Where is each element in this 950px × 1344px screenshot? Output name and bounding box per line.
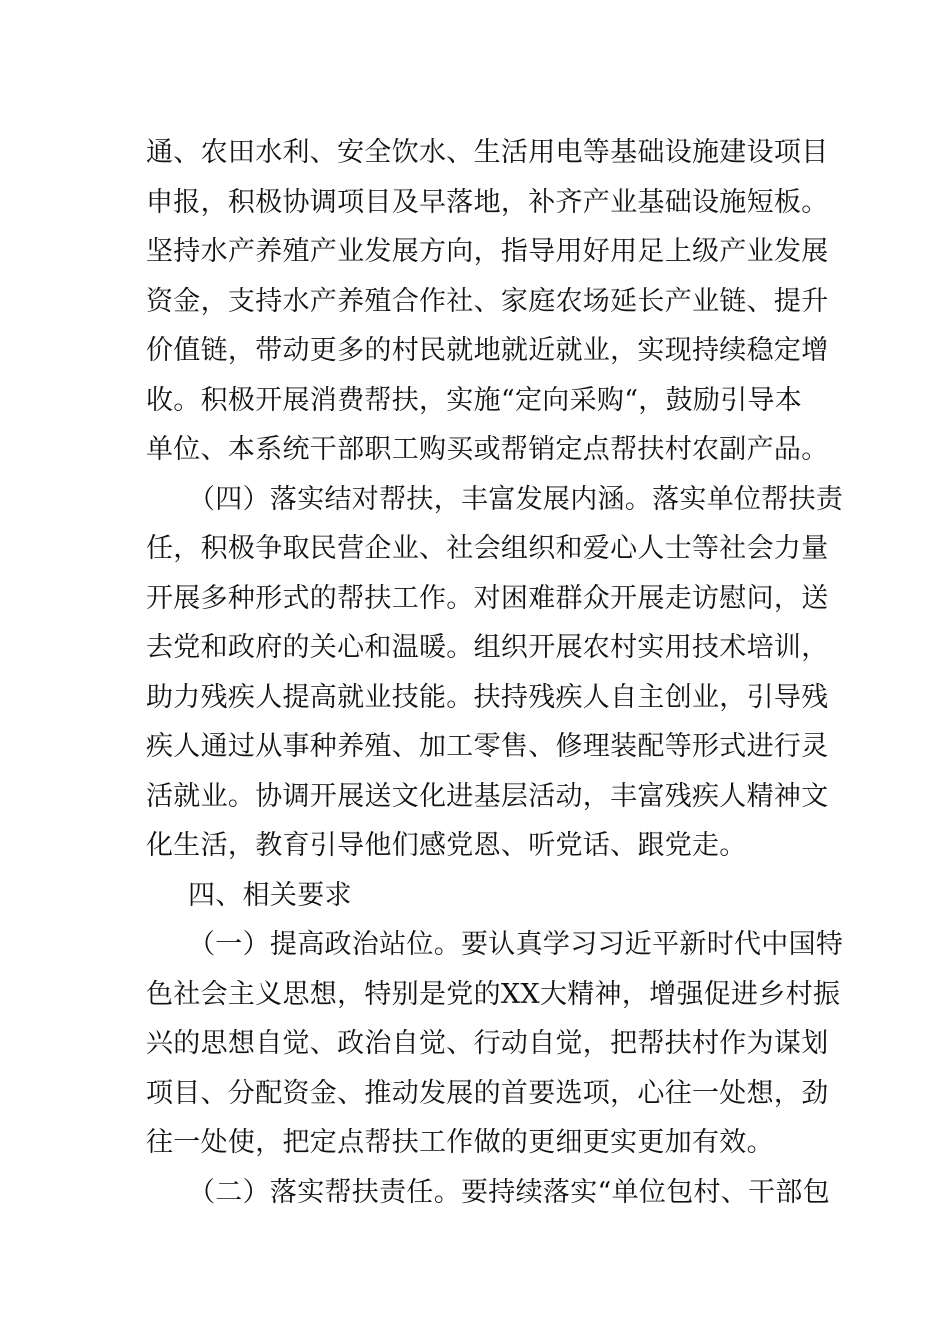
text-line: 收。积极开展消费帮扶，实施“定向采购“，鼓励引导本 xyxy=(146,384,803,416)
text-line: 通、农田水利、安全饮水、生活用电等基础设施建设项目 xyxy=(146,137,829,168)
text-line: 疾人通过从事种养殖、加工零售、修理装配等形式进行灵 xyxy=(146,731,829,762)
text-line: （一）提高政治站位。要认真学习习近平新时代中国特 xyxy=(188,929,844,960)
text-line: 活就业。协调开展送文化进基层活动，丰富残疾人精神文 xyxy=(146,780,829,812)
text-line: 色社会主义思想，特别是党的XX大精神，增强促进乡村振 xyxy=(146,978,841,1010)
text-line: 兴的思想自觉、政治自觉、行动自觉，把帮扶村作为谋划 xyxy=(146,1028,829,1059)
text-line: （四）落实结对帮扶，丰富发展内涵。落实单位帮扶责 xyxy=(188,483,844,515)
text-line: 开展多种形式的帮扶工作。对困难群众开展走访慰问，送 xyxy=(146,582,829,614)
text-line: 价值链，带动更多的村民就地就近就业，实现持续稳定增 xyxy=(146,335,829,366)
text-line: 四、相关要求 xyxy=(188,879,352,911)
text-line: 化生活，教育引导他们感党恩、听党话、跟党走。 xyxy=(146,830,747,861)
text-line: 申报，积极协调项目及早落地，补齐产业基础设施短板。 xyxy=(146,186,829,218)
text-line: （二）落实帮扶责任。要持续落实“单位包村、干部包 xyxy=(188,1176,831,1208)
text-line: 单位、本系统干部职工购买或帮销定点帮扶村农副产品。 xyxy=(146,434,829,465)
text-line: 坚持水产养殖产业发展方向，指导用好用足上级产业发展 xyxy=(146,236,829,267)
text-line: 项目、分配资金、推动发展的首要选项，心往一处想，劲 xyxy=(146,1077,829,1109)
text-line: 去党和政府的关心和温暖。组织开展农村实用技术培训， xyxy=(146,632,829,663)
body-text xyxy=(146,128,844,1217)
text-line: 助力残疾人提高就业技能。扶持残疾人自主创业，引导残 xyxy=(146,681,829,713)
text-line: 资金，支持水产养殖合作社、家庭农场延长产业链、提升 xyxy=(146,285,829,317)
text-line: 往一处使，把定点帮扶工作做的更细更实更加有效。 xyxy=(146,1127,774,1158)
text-line: 任，积极争取民营企业、社会组织和爱心人士等社会力量 xyxy=(146,533,829,564)
